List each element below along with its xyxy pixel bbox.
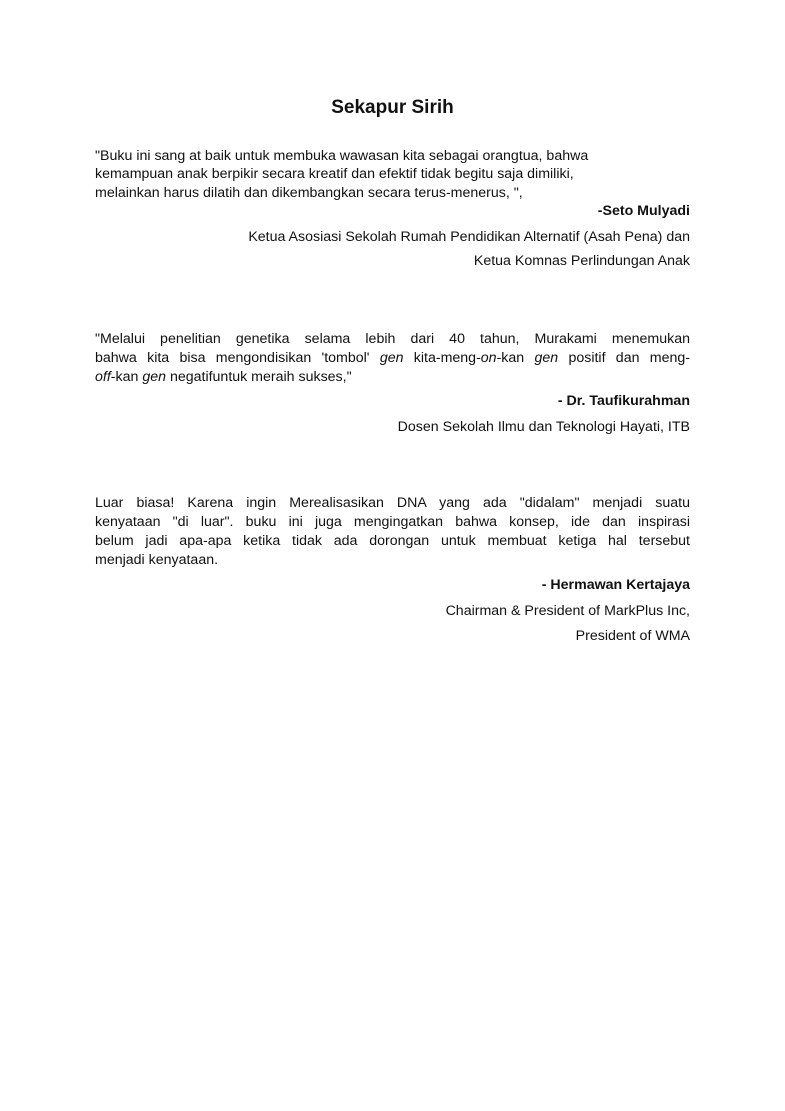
- page-title: Sekapur Sirih: [331, 97, 454, 118]
- quote-1-line-2: kemampuan anak berpikir secara kreatif dan efektif tidak begitu saja dimiliki,: [95, 166, 574, 182]
- quote-2-role-1: Dosen Sekolah Ilmu dan Teknologi Hayati, ITB: [397, 419, 690, 435]
- quote-1-role-2: Ketua Komnas Perlindungan Anak: [473, 253, 690, 269]
- quote-1-line-1: "Buku ini sang at baik untuk membuka wawasan kita sebagai orangtua, bahwa: [95, 148, 589, 164]
- quote-3-line-2: kenyataan "di luar". buku ini juga mengingatkan bahwa konsep, ide dan inspirasi: [95, 514, 690, 530]
- quote-3-line-1: Luar biasa! Karena ingin Merealisasikan DNA yang ada "didalam" menjadi suatu: [95, 495, 690, 511]
- quote-3-line-3: belum jadi apa-apa ketika tidak ada dorongan untuk membuat ketiga hal tersebut: [95, 533, 690, 549]
- quote-2-line-3: off-kan gen negatifuntuk meraih sukses,": [95, 369, 352, 385]
- quote-3-author: - Hermawan Kertajaya: [541, 577, 690, 593]
- quote-1-line-3: melainkan harus dilatih dan dikembangkan secara terus-menerus, ",: [95, 185, 523, 201]
- quote-1-role-1: Ketua Asosiasi Sekolah Rumah Pendidikan Alternatif (Asah Pena) dan: [248, 229, 690, 245]
- quote-2-line-1: "Melalui penelitian genetika selama lebih dari 40 tahun, Murakami menemukan: [95, 331, 690, 347]
- quote-3-role-2: President of WMA: [575, 628, 690, 644]
- quote-1-author: -Seto Mulyadi: [597, 203, 690, 219]
- quote-3-role-1: Chairman & President of MarkPlus Inc,: [445, 603, 690, 619]
- quote-2-line-2: bahwa kita bisa mengondisikan 'tombol' gen kita-meng-on-kan gen positif dan meng-: [95, 350, 690, 366]
- quote-3-line-4: menjadi kenyataan.: [95, 552, 219, 568]
- quote-2-author: - Dr. Taufikurahman: [557, 393, 690, 409]
